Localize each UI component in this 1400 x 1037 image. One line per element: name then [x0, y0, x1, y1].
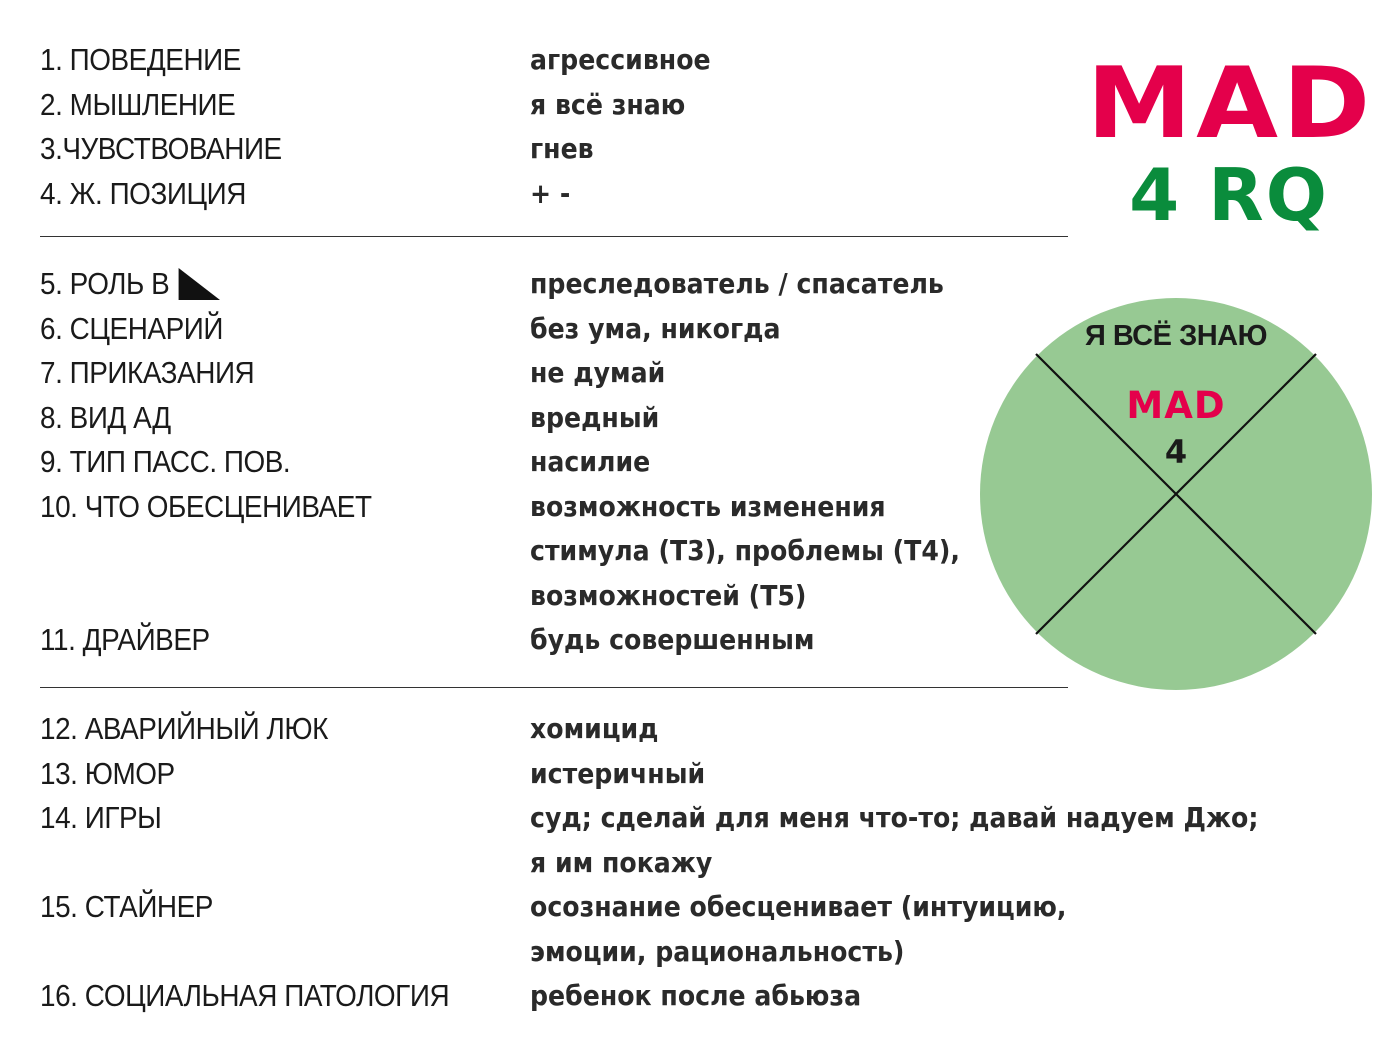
row-value — [530, 307, 780, 352]
drama-triangle-icon — [178, 268, 219, 300]
row-value-line: агрессивное — [530, 43, 711, 76]
circle-number: 4 — [1164, 433, 1188, 471]
section-divider — [40, 236, 1068, 237]
row-value — [530, 796, 1258, 885]
row-label: 4. Ж. ПОЗИЦИЯ — [40, 175, 246, 211]
row-value — [530, 351, 665, 396]
table-row — [40, 974, 1320, 1018]
row-value-line: ребенок после абьюза — [530, 979, 862, 1012]
row-value — [530, 707, 659, 752]
row-label — [40, 262, 220, 306]
row-value-line: будь совершенным — [530, 623, 815, 656]
row-value-line: возможность изменения — [530, 489, 886, 523]
row-value-line: + - — [530, 176, 571, 210]
row-value — [530, 83, 685, 128]
row-value — [530, 974, 861, 1019]
section-divider — [40, 687, 1068, 688]
row-value-line: вредный — [530, 400, 660, 434]
row-label: 11. ДРАЙВЕР — [40, 622, 210, 657]
logo-title: MAD — [1086, 47, 1375, 161]
row-label: 10. ЧТО ОБЕСЦЕНИВАЕТ — [40, 488, 372, 524]
row-label: 1. ПОВЕДЕНИЕ — [40, 42, 241, 77]
row-label: 7. ПРИКАЗАНИЯ — [40, 355, 255, 390]
logo-subtitle: 4 RQ — [1129, 153, 1329, 237]
row-value — [530, 752, 705, 797]
circle-title: MAD — [1126, 384, 1226, 427]
row-value — [530, 618, 814, 663]
row-label: 12. АВАРИЙНЫЙ ЛЮК — [40, 711, 328, 746]
row-value-line: эмоции, рациональность) — [530, 934, 905, 968]
row-value — [530, 38, 711, 83]
row-label: 13. ЮМОР — [40, 755, 175, 791]
row-value-line: я им покажу — [530, 845, 713, 879]
row-label: 6. СЦЕНАРИЙ — [40, 310, 223, 346]
row-value — [530, 172, 570, 217]
row-value-line: я всё знаю — [530, 87, 686, 121]
row-value-line: без ума, никогда — [530, 311, 781, 345]
row-label: 16. СОЦИАЛЬНАЯ ПАТОЛОГИЯ — [40, 978, 450, 1013]
table-row — [40, 752, 1320, 796]
table-row — [40, 885, 1320, 968]
table-row — [40, 707, 1320, 751]
row-value-line: преследователь / спасатель — [530, 267, 944, 300]
row-value-line: суд; сделай для меня что-то; давай надуем Джо; — [530, 801, 1259, 834]
row-value-line: не думай — [530, 356, 666, 389]
row-value — [530, 885, 1066, 974]
row-value-line: хомицид — [530, 712, 659, 745]
row-value — [530, 440, 650, 485]
row-value — [530, 262, 944, 307]
row-value-line: осознание обесценивает (интуицию, — [530, 890, 1067, 923]
row-label: 3.ЧУВСТВОВАНИЕ — [40, 131, 282, 166]
row-label: 9. ТИП ПАСС. ПОВ. — [40, 444, 291, 479]
row-value — [530, 127, 594, 172]
quadrant-circle-graphic — [978, 296, 1374, 692]
row-label: 14. ИГРЫ — [40, 800, 162, 835]
circle-top-label: Я ВСЁ ЗНАЮ — [1084, 320, 1268, 352]
row-value — [530, 396, 659, 441]
row-value-line: гнев — [530, 132, 594, 165]
mad-logo — [1086, 47, 1378, 245]
row-label-text: 5. РОЛЬ В — [40, 266, 170, 301]
quadrant-circle — [978, 296, 1374, 692]
table-row — [40, 796, 1320, 879]
row-value-line: насилие — [530, 445, 651, 478]
row-label: 8. ВИД АД — [40, 399, 171, 435]
row-value — [530, 485, 960, 619]
row-value-line: возможностей (Т5) — [530, 578, 807, 612]
row-value-line: истеричный — [530, 756, 706, 790]
row-label: 15. СТАЙНЕР — [40, 889, 213, 924]
row-label: 2. МЫШЛЕНИЕ — [40, 86, 236, 122]
row-value-line: стимула (Т3), проблемы (Т4), — [530, 534, 960, 567]
